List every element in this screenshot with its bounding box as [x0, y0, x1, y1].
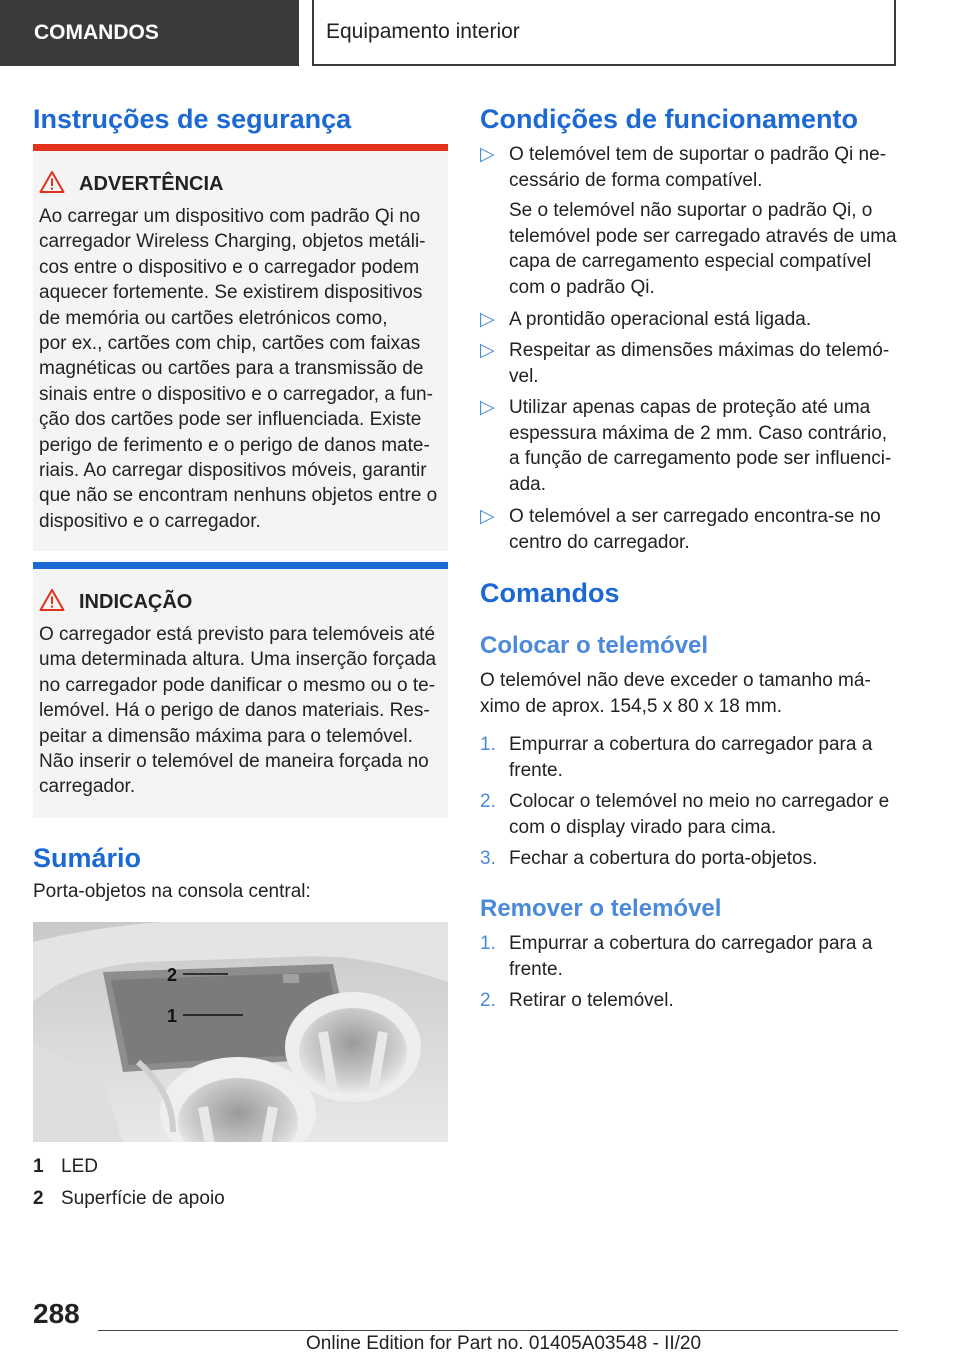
- triangle-bullet-icon: ▷: [480, 340, 495, 361]
- triangle-bullet-icon: ▷: [480, 397, 495, 418]
- note-text: O carregador está previsto para telemóveis até uma determinada altura. Uma inserção forçada no carregador pode danificar o mesmo ou o te‐ lemóvel. Há o perigo de danos materiais. Res‐ peitar a dimensão máxima para o telemóvel. Não inserir o telemóvel de maneira forçada no carregador.: [39, 624, 437, 798]
- warning-triangle-icon: [39, 170, 65, 194]
- page-number: 288: [33, 1298, 80, 1329]
- header-chapter: Equipamento interior: [312, 0, 896, 66]
- controls-title: Comandos: [480, 578, 620, 608]
- footer-divider: [98, 1330, 898, 1331]
- bullet-note: Se o telemóvel não suportar o padrão Qi, o telemóvel pode ser carregado através de uma capa de carregamento especial compatível com o padrão Qi.: [509, 200, 897, 298]
- callout-1: 1: [167, 1006, 178, 1026]
- note-box: [33, 562, 448, 818]
- console-photo: [33, 922, 448, 1142]
- remove-phone-title: Remover o telemóvel: [480, 895, 722, 922]
- triangle-bullet-icon: ▷: [480, 506, 495, 527]
- callout-2: 2: [167, 965, 178, 985]
- note-title: INDICAÇÃO: [79, 591, 193, 613]
- footer-edition: Online Edition for Part no. 01405A03548 - II/20: [306, 1333, 702, 1354]
- triangle-bullet-icon: ▷: [480, 309, 495, 330]
- warning-triangle-icon: [39, 588, 65, 612]
- header-section: COMANDOS: [0, 0, 299, 66]
- warning-title: ADVERTÊNCIA: [79, 173, 224, 195]
- triangle-bullet-icon: ▷: [480, 144, 495, 165]
- summary-text: Porta-objetos na consola central:: [33, 881, 311, 902]
- summary-title: Sumário: [33, 843, 142, 873]
- place-phone-title: Colocar o telemóvel: [480, 632, 709, 659]
- console-illustration: [33, 922, 448, 1142]
- warning-box: [33, 144, 448, 551]
- safety-title: Instruções de segurança: [33, 104, 352, 134]
- conditions-title: Condições de funcionamento: [480, 104, 859, 134]
- warning-text: Ao carregar um dispositivo com padrão Qi no carregador Wireless Charging, objetos metáli‐ cos entre o dispositivo e o carregador podem aquecer fortemente. Se existirem dispositivos de memória ou cartões eletrónicos como, por ex., cartões com chip, cartões com faixas magnéticas ou cartões para a transmissão de sinais entre o dispositivo e o carregador, a fun‐ ção dos cartões pode ser influenciada. Existe perigo de ferimento e o perigo de danos mate‐ riais. Ao carregar dispositivos móveis, garantir que não se encontram nenhuns objetos entre o dispositivo e o carregador.: [39, 206, 438, 532]
- place-phone-text: O telemóvel não deve exceder o tamanho má‐ ximo de aprox. 154,5 x 80 x 18 mm.: [480, 670, 871, 717]
